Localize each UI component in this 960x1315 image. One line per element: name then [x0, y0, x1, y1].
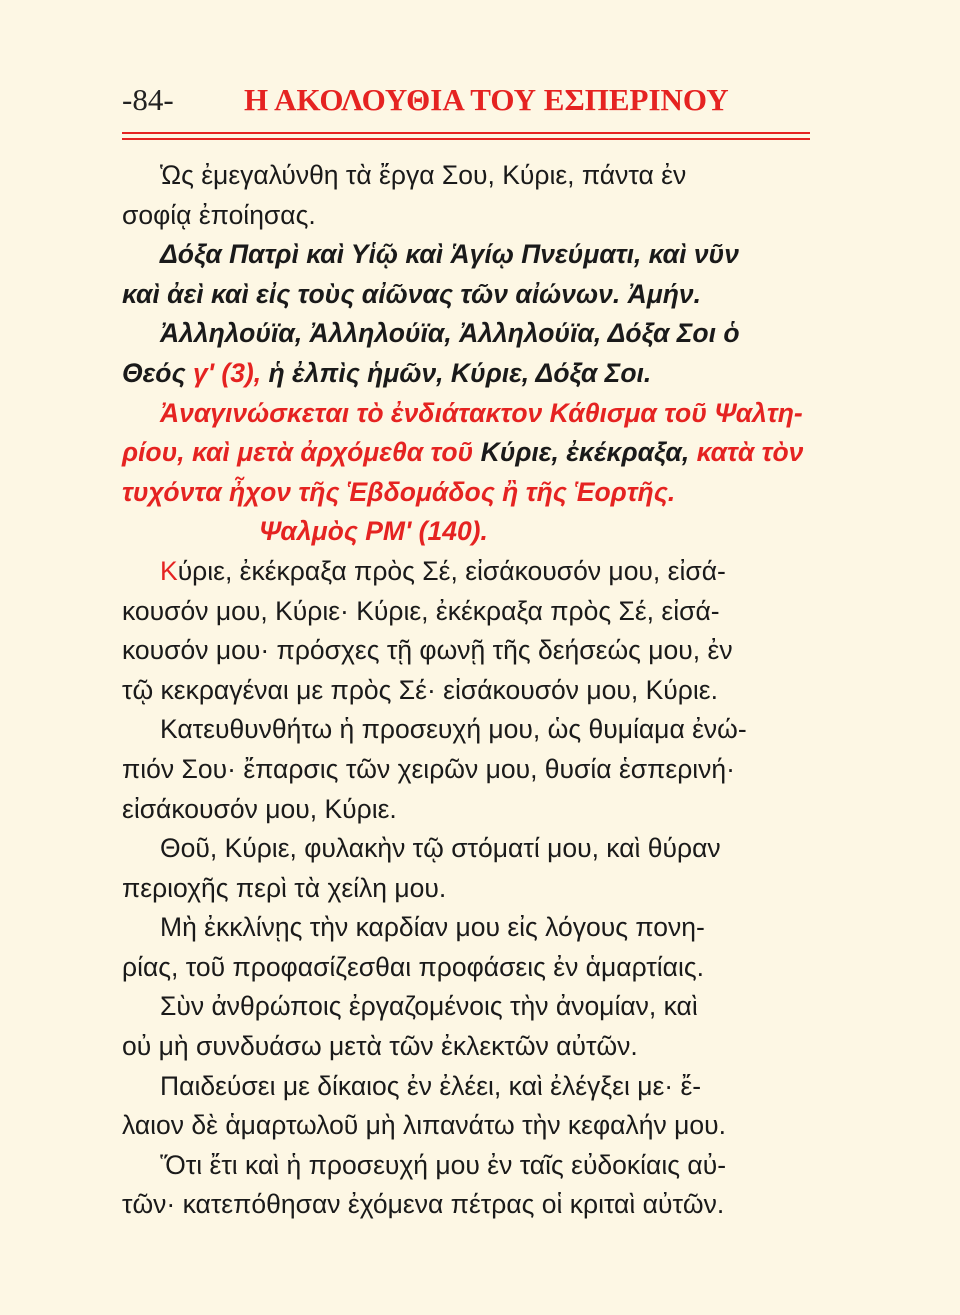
text-line: εἰσάκουσόν μου, Κύριε. — [122, 793, 397, 824]
page-header — [122, 82, 840, 122]
rubric-line: τυχόντα ἦχον τῆς Ἑβδομάδος ἢ τῆς Ἑορτῆς. — [122, 476, 676, 507]
text-line: Ὡς ἐμεγαλύνθη τὰ ἔργα Σου, Κύριε, πάντα ἐν — [160, 160, 687, 190]
rubric-line: Ἀναγινώσκεται τὸ ἐνδιάτακτον Κάθισμα τοῦ Ψαλτη- — [160, 397, 803, 428]
text-segment: ύριε, ἐκέκραξα πρὸς Σέ, εἰσάκουσόν μου, εἰσά- — [177, 555, 726, 586]
repeat-marker: γ' (3), — [192, 357, 262, 388]
text-line: Θοῦ, Κύριε, φυλακὴν τῷ στόματί μου, καὶ θύραν — [160, 833, 721, 864]
text-line: καὶ ἀεὶ καὶ εἰς τοὺς αἰῶνας τῶν αἰώνων. Ἀμήν. — [122, 278, 702, 309]
text-line — [122, 552, 840, 592]
body-text — [122, 156, 840, 1225]
text-line: τῶν· κατεπόθησαν ἐχόμενα πέτρας οἱ κριταὶ αὐτῶν. — [122, 1189, 725, 1220]
text-line: Ὅτι ἔτι καὶ ἡ προσευχή μου ἐν ταῖς εὐδοκίαις αὐ- — [160, 1149, 727, 1180]
rubric-segment: ρίου, καὶ μετὰ ἀρχόμεθα τοῦ — [122, 437, 474, 468]
rubric-segment: κατὰ τὸν — [696, 437, 804, 468]
text-line — [122, 354, 840, 394]
text-line: Μὴ ἐκκλίνῃς τὴν καρδίαν μου εἰς λόγους πονη- — [160, 912, 705, 943]
book-page — [122, 82, 840, 1225]
text-line: Παιδεύσει με δίκαιος ἐν ἐλέει, καὶ ἐλέγξει με· ἔ- — [160, 1070, 702, 1101]
text-line: κουσόν μου· πρόσχες τῇ φωνῇ τῆς δεήσεώς μου, ἐν — [122, 635, 733, 666]
page-title: Η ΑΚΟΛΟΥΘΙΑ ΤΟΥ ΕΣΠΕΡΙΝΟΥ — [244, 82, 729, 117]
text-line: σοφίᾳ ἐποίησας. — [122, 199, 316, 230]
header-rule-top — [122, 132, 810, 134]
page-number: -84- — [122, 82, 174, 117]
text-segment: ἡ ἐλπὶς ἡμῶν, Κύριε, Δόξα Σοι. — [268, 357, 652, 388]
text-line: Ἀλληλούϊα, Ἀλληλούϊα, Ἀλληλούϊα, Δόξα Σοι ὁ — [160, 318, 740, 349]
text-line: πιόν Σου· ἔπαρσις τῶν χειρῶν μου, θυσία ἑσπερινή· — [122, 753, 735, 784]
text-line: Σὺν ἀνθρώποις ἐργαζομένοις τὴν ἀνομίαν, καὶ — [160, 991, 698, 1022]
text-line: περιοχῆς περὶ τὰ χείλη μου. — [122, 872, 447, 903]
red-initial: Κ — [160, 555, 178, 586]
text-line: τῷ κεκραγέναι με πρὸς Σέ· εἰσάκουσόν μου, Κύριε. — [122, 674, 718, 705]
text-line: οὐ μὴ συνδυάσω μετὰ τῶν ἐκλεκτῶν αὐτῶν. — [122, 1031, 638, 1062]
psalm-heading: Ψαλμὸς ΡΜ' (140). — [259, 516, 488, 547]
text-segment: Θεός — [122, 357, 186, 388]
text-line: ρίας, τοῦ προφασίζεσθαι προφάσεις ἐν ἁμαρτίαις. — [122, 951, 704, 982]
rubric-line — [122, 433, 840, 473]
incipit-reference: Κύριε, ἐκέκραξα, — [480, 437, 690, 468]
text-line: λαιον δὲ ἁμαρτωλοῦ μὴ λιπανάτω τὴν κεφαλήν μου. — [122, 1110, 726, 1141]
text-line: Δόξα Πατρὶ καὶ Υἱῷ καὶ Ἁγίῳ Πνεύματι, καὶ νῦν — [160, 239, 739, 270]
text-line: κουσόν μου, Κύριε· Κύριε, ἐκέκραξα πρὸς Σέ, εἰσά- — [122, 595, 720, 626]
text-line: Κατευθυνθήτω ἡ προσευχή μου, ὡς θυμίαμα ἐνώ- — [160, 714, 747, 745]
header-rule-bottom — [122, 138, 810, 140]
